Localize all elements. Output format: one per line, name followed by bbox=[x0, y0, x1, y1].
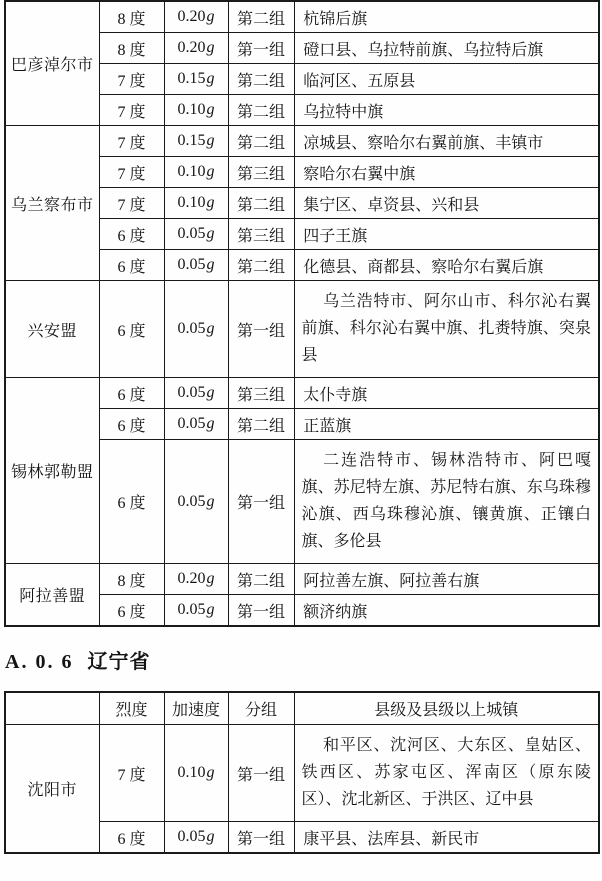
group-cell: 第三组 bbox=[228, 157, 294, 188]
group-cell: 第二组 bbox=[228, 564, 294, 595]
places-cell: 康平县、法库县、新民市 bbox=[294, 822, 599, 854]
accel-cell: 0.20g bbox=[164, 33, 228, 64]
intensity-cell: 6 度 bbox=[99, 595, 164, 627]
places-cell: 二连浩特市、锡林浩特市、阿巴嘎旗、苏尼特左旗、苏尼特右旗、东乌珠穆沁旗、西乌珠穆沁旗、镶黄旗、正镶白旗、多伦县 bbox=[294, 440, 599, 564]
group-cell: 第一组 bbox=[228, 33, 294, 64]
accel-cell: 0.20g bbox=[164, 1, 228, 33]
accel-cell: 0.05g bbox=[164, 440, 228, 564]
places-cell: 乌兰浩特市、阿尔山市、科尔沁右翼前旗、科尔沁右翼中旗、扎赉特旗、突泉县 bbox=[294, 281, 599, 378]
places-cell: 化德县、商都县、察哈尔右翼后旗 bbox=[294, 250, 599, 281]
intensity-cell: 8 度 bbox=[99, 1, 164, 33]
intensity-cell: 7 度 bbox=[99, 95, 164, 126]
seismic-table-liaoning bbox=[4, 691, 600, 854]
intensity-cell: 6 度 bbox=[99, 281, 164, 378]
table-body bbox=[5, 725, 599, 854]
header-cell bbox=[5, 692, 99, 725]
accel-unit: g bbox=[206, 194, 215, 211]
city-cell: 沈阳市 bbox=[5, 725, 99, 854]
accel-unit: g bbox=[206, 828, 215, 845]
accel-unit: g bbox=[206, 384, 215, 401]
group-cell: 第二组 bbox=[228, 126, 294, 157]
intensity-cell: 7 度 bbox=[99, 64, 164, 95]
accel-cell: 0.05g bbox=[164, 281, 228, 378]
intensity-cell: 6 度 bbox=[99, 219, 164, 250]
intensity-cell: 7 度 bbox=[99, 188, 164, 219]
places-cell: 集宁区、卓资县、兴和县 bbox=[294, 188, 599, 219]
places-cell: 临河区、五原县 bbox=[294, 64, 599, 95]
header-cell: 加速度 bbox=[164, 692, 228, 725]
accel-cell: 0.05g bbox=[164, 250, 228, 281]
group-cell: 第一组 bbox=[228, 281, 294, 378]
header-cell: 烈度 bbox=[99, 692, 164, 725]
group-cell: 第一组 bbox=[228, 595, 294, 627]
places-cell: 额济纳旗 bbox=[294, 595, 599, 627]
table-body bbox=[5, 1, 599, 626]
accel-unit: g bbox=[206, 320, 215, 337]
header-row bbox=[5, 692, 599, 725]
intensity-cell: 6 度 bbox=[99, 378, 164, 409]
intensity-cell: 7 度 bbox=[99, 725, 164, 822]
table-header bbox=[5, 692, 599, 725]
accel-cell: 0.15g bbox=[164, 64, 228, 95]
accel-unit: g bbox=[206, 256, 215, 273]
table-row bbox=[5, 281, 599, 378]
accel-cell: 0.20g bbox=[164, 564, 228, 595]
group-cell: 第三组 bbox=[228, 378, 294, 409]
accel-cell: 0.10g bbox=[164, 95, 228, 126]
accel-unit: g bbox=[206, 70, 215, 87]
section-title: 辽宁省 bbox=[87, 651, 151, 673]
accel-cell: 0.05g bbox=[164, 409, 228, 440]
table-row bbox=[5, 725, 599, 822]
intensity-cell: 6 度 bbox=[99, 440, 164, 564]
intensity-cell: 8 度 bbox=[99, 33, 164, 64]
header-cell: 县级及县级以上城镇 bbox=[294, 692, 599, 725]
accel-unit: g bbox=[206, 492, 215, 510]
places-cell: 和平区、沈河区、大东区、皇姑区、铁西区、苏家屯区、浑南区（原东陵区）、沈北新区、于洪区、辽中县 bbox=[294, 725, 599, 822]
city-cell: 巴彦淖尔市 bbox=[5, 1, 99, 126]
group-cell: 第三组 bbox=[228, 219, 294, 250]
intensity-cell: 7 度 bbox=[99, 157, 164, 188]
seismic-table-inner-mongolia-continued bbox=[4, 0, 600, 627]
accel-cell: 0.10g bbox=[164, 188, 228, 219]
city-cell: 锡林郭勒盟 bbox=[5, 378, 99, 564]
city-cell: 兴安盟 bbox=[5, 281, 99, 378]
places-cell: 察哈尔右翼中旗 bbox=[294, 157, 599, 188]
group-cell: 第二组 bbox=[228, 95, 294, 126]
accel-cell: 0.15g bbox=[164, 126, 228, 157]
table-row bbox=[5, 564, 599, 595]
section-heading bbox=[5, 648, 602, 676]
accel-cell: 0.10g bbox=[164, 157, 228, 188]
places-cell: 阿拉善左旗、阿拉善右旗 bbox=[294, 564, 599, 595]
group-cell: 第一组 bbox=[228, 440, 294, 564]
group-cell: 第二组 bbox=[228, 1, 294, 33]
accel-unit: g bbox=[206, 101, 215, 118]
table-row bbox=[5, 378, 599, 409]
city-cell: 阿拉善盟 bbox=[5, 564, 99, 627]
accel-unit: g bbox=[206, 601, 215, 618]
accel-cell: 0.05g bbox=[164, 378, 228, 409]
table-row bbox=[5, 126, 599, 157]
group-cell: 第二组 bbox=[228, 188, 294, 219]
accel-cell: 0.05g bbox=[164, 219, 228, 250]
group-cell: 第一组 bbox=[228, 725, 294, 822]
accel-unit: g bbox=[206, 132, 215, 149]
accel-unit: g bbox=[206, 39, 215, 56]
places-cell: 磴口县、乌拉特前旗、乌拉特后旗 bbox=[294, 33, 599, 64]
city-cell: 乌兰察布市 bbox=[5, 126, 99, 281]
accel-cell: 0.05g bbox=[164, 822, 228, 854]
accel-unit: g bbox=[206, 225, 215, 242]
table-row bbox=[5, 1, 599, 33]
intensity-cell: 6 度 bbox=[99, 250, 164, 281]
places-cell: 凉城县、察哈尔右翼前旗、丰镇市 bbox=[294, 126, 599, 157]
places-cell: 乌拉特中旗 bbox=[294, 95, 599, 126]
accel-cell: 0.10g bbox=[164, 725, 228, 822]
intensity-cell: 7 度 bbox=[99, 126, 164, 157]
places-cell: 杭锦后旗 bbox=[294, 1, 599, 33]
group-cell: 第二组 bbox=[228, 409, 294, 440]
places-cell: 正蓝旗 bbox=[294, 409, 599, 440]
accel-unit: g bbox=[206, 415, 215, 432]
accel-cell: 0.05g bbox=[164, 595, 228, 627]
accel-unit: g bbox=[206, 163, 215, 180]
places-cell: 太仆寺旗 bbox=[294, 378, 599, 409]
group-cell: 第二组 bbox=[228, 250, 294, 281]
section-number: A. 0. 6 bbox=[5, 651, 74, 673]
group-cell: 第二组 bbox=[228, 64, 294, 95]
places-cell: 四子王旗 bbox=[294, 219, 599, 250]
accel-unit: g bbox=[206, 570, 215, 587]
intensity-cell: 6 度 bbox=[99, 409, 164, 440]
accel-unit: g bbox=[206, 764, 215, 781]
intensity-cell: 6 度 bbox=[99, 822, 164, 854]
header-cell: 分组 bbox=[228, 692, 294, 725]
accel-unit: g bbox=[206, 8, 215, 25]
group-cell: 第一组 bbox=[228, 822, 294, 854]
intensity-cell: 8 度 bbox=[99, 564, 164, 595]
